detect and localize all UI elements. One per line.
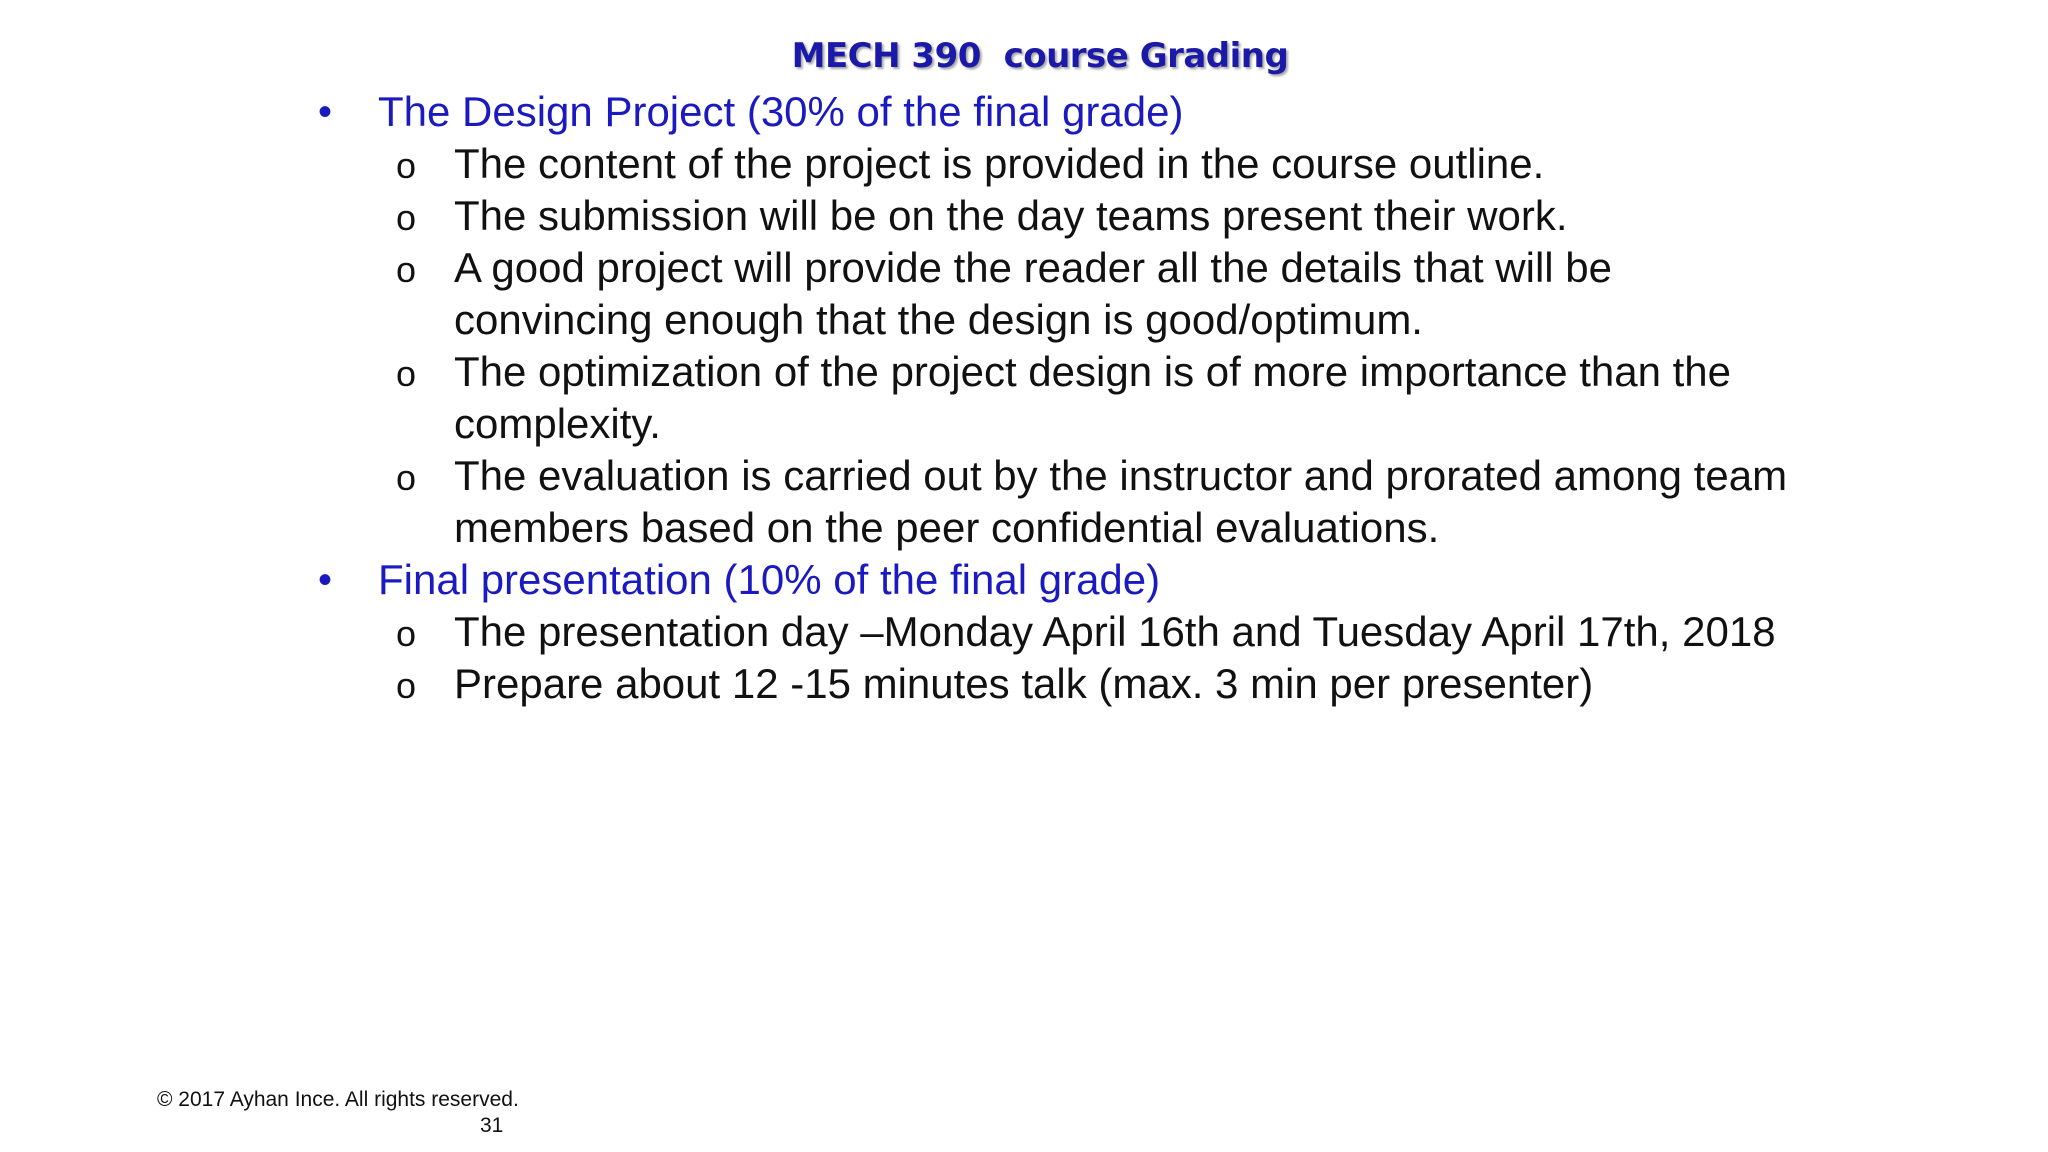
circle-bullet-icon: o [396, 145, 417, 186]
bullet-final-presentation [318, 554, 1818, 710]
sub-item [318, 242, 1818, 346]
sub-item-text: The evaluation is carried out by the instructor and prorated among team members based on the peer confidential evaluations. [454, 452, 1788, 551]
circle-bullet-icon: o [396, 197, 417, 238]
circle-bullet-icon: o [396, 665, 417, 706]
page-number: 31 [480, 1114, 504, 1137]
sub-item-text: The optimization of the project design is of more importance than the complexity. [454, 348, 1732, 447]
sub-list-design-project [378, 138, 1818, 554]
circle-bullet-icon: o [396, 457, 417, 498]
bullet-design-project [318, 86, 1818, 554]
sub-item [318, 606, 1818, 658]
sub-list-final-presentation [378, 606, 1818, 710]
bullet-heading: Final presentation (10% of the final grade) [378, 556, 1161, 603]
circle-bullet-icon: o [396, 249, 417, 290]
sub-item-text: A good project will provide the reader all the details that will be convincing enough that the design is good/optimum. [454, 244, 1612, 343]
sub-item-text: The content of the project is provided in the course outline. [454, 140, 1545, 187]
sub-item-text: Prepare about 12 -15 minutes talk (max. 3 min per presenter) [454, 660, 1594, 707]
slide-title: MECH 390 course Grading [791, 36, 1289, 76]
circle-bullet-icon: o [396, 613, 417, 654]
bullet-dot-icon: • [318, 90, 333, 134]
copyright-notice: © 2017 Ayhan Ince. All rights reserved. [157, 1088, 519, 1111]
sub-item [318, 190, 1818, 242]
sub-item [318, 450, 1818, 554]
sub-item [318, 658, 1818, 710]
slide-content [318, 86, 1818, 710]
sub-item-text: The submission will be on the day teams present their work. [454, 192, 1568, 239]
bullet-heading: The Design Project (30% of the final grade) [378, 88, 1184, 135]
circle-bullet-icon: o [396, 353, 417, 394]
sub-item [318, 138, 1818, 190]
bullet-dot-icon: • [318, 558, 333, 602]
sub-item [318, 346, 1818, 450]
sub-item-text: The presentation day –Monday April 16th and Tuesday April 17th, 2018 [454, 608, 1776, 655]
